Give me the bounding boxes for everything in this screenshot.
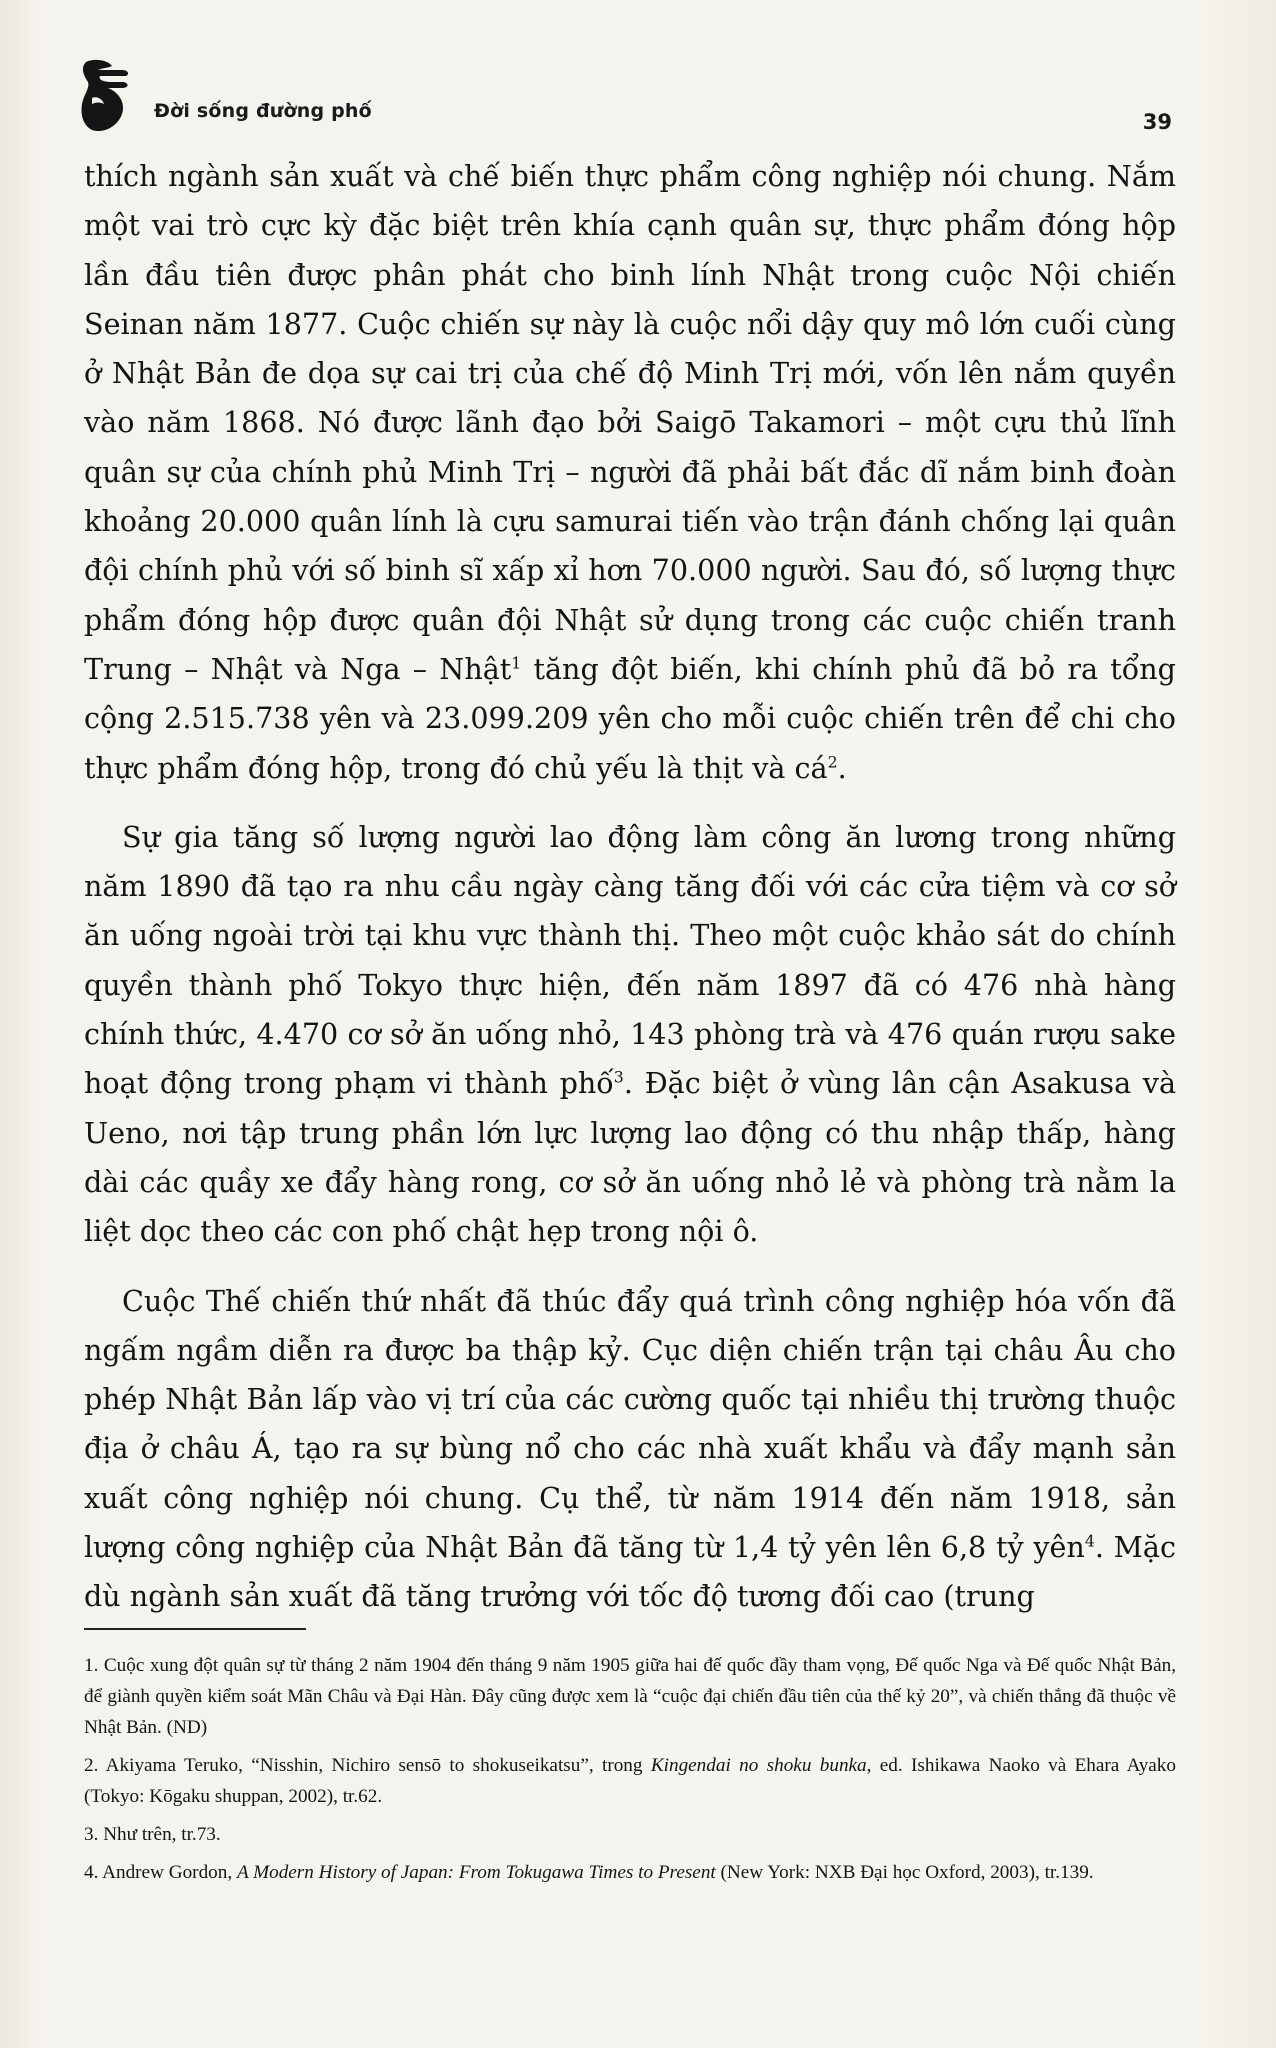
footnotes — [84, 1650, 1176, 1895]
publisher-logo-icon — [78, 58, 136, 136]
paragraph-1-text-b: tăng đột biến, khi chính phủ đã bỏ ra tổng cộng 2.515.738 yên và 23.099.209 yên cho mỗi cuộc chiến trên để chi cho thực phẩm đóng hộp, trong đó chủ yếu là thịt và cá — [84, 651, 1176, 785]
footnote-divider — [84, 1628, 306, 1630]
footnote-ref-4: 4 — [1084, 1531, 1095, 1551]
paragraph-3 — [84, 1277, 1176, 1622]
footnote-4-text-b: (New York: NXB Đại học Oxford, 2003), tr.139. — [715, 1862, 1094, 1883]
footnote-3: 3. Như trên, tr.73. — [84, 1824, 221, 1845]
footnote-ref-2: 2 — [827, 752, 838, 772]
paragraph-2-text-a: Sự gia tăng số lượng người lao động làm công ăn lương trong những năm 1890 đã tạo ra nhu cầu ngày càng tăng đối với các cửa tiệm và cơ sở ăn uống ngoài trời tại khu vực thành thị. Theo một cuộc khảo sát do chính quyền thành phố Tokyo thực hiện, đến năm 1897 đã có 476 nhà hàng chính thức, 4.470 cơ sở ăn uống nhỏ, 143 phòng trà và 476 quán rượu sake hoạt động trong phạm vi thành phố — [84, 819, 1176, 1101]
paragraph-3-text-b: . Mặc dù ngành sản xuất đã tăng trưởng với tốc độ tương đối cao (trung — [84, 1530, 1176, 1614]
footnote-2-text-a: 2. Akiyama Teruko, “Nisshin, Nichiro sensō to shokuseikatsu”, trong — [84, 1755, 651, 1776]
paragraph-1 — [84, 152, 1176, 793]
main-text — [84, 152, 1176, 1642]
footnote-4-title: A Modern History of Japan: From Tokugawa Times to Present — [236, 1862, 716, 1883]
paragraph-2-text-b: . Đặc biệt ở vùng lân cận Asakusa và Ueno, nơi tập trung phần lớn lực lượng lao động có thu nhập thấp, hàng dài các quầy xe đẩy hàng rong, cơ sở ăn uống nhỏ lẻ và phòng trà nằm la liệt dọc theo các con phố chật hẹp trong nội ô. — [84, 1066, 1176, 1249]
footnote-1: 1. Cuộc xung đột quân sự từ tháng 2 năm 1904 đến tháng 9 năm 1905 giữa hai đế quốc đầy tham vọng, Đế quốc Nga và Đế quốc Nhật Bản, để giành quyền kiểm soát Mãn Châu và Đại Hàn. Đây cũng được xem là “cuộc đại chiến đầu tiên của thế kỷ 20”, và chiến thắng đã thuộc về Nhật Bản. (ND) — [84, 1655, 1176, 1738]
page-header — [72, 58, 1172, 138]
running-title: Đời sống đường phố — [154, 100, 372, 122]
footnote-2-title: Kingendai no shoku bunka — [650, 1755, 867, 1776]
footnote-ref-1: 1 — [511, 653, 522, 673]
footnote-4-text-a: 4. Andrew Gordon, — [84, 1862, 237, 1883]
page-number: 39 — [1142, 110, 1172, 134]
footnote-ref-3: 3 — [613, 1067, 624, 1087]
paragraph-2 — [84, 813, 1176, 1257]
paragraph-1-text-c: . — [837, 750, 847, 785]
footnote-4 — [84, 1857, 1176, 1888]
paragraph-1-text-a: thích ngành sản xuất và chế biến thực phẩm công nghiệp nói chung. Nắm một vai trò cực kỳ đặc biệt trên khía cạnh quân sự, thực phẩm đóng hộp lần đầu tiên được phân phát cho binh lính Nhật trong cuộc Nội chiến Seinan năm 1877. Cuộc chiến sự này là cuộc nổi dậy quy mô lớn cuối cùng ở Nhật Bản đe dọa sự cai trị của chế độ Minh Trị mới, vốn lên nắm quyền vào năm 1868. Nó được lãnh đạo bởi Saigō Takamori – một cựu thủ lĩnh quân sự của chính phủ Minh Trị – người đã phải bất đắc dĩ nắm binh đoàn khoảng 20.000 quân lính là cựu samurai tiến vào trận đánh chống lại quân đội chính phủ với số binh sĩ xấp xỉ hơn 70.000 người. Sau đó, số lượng thực phẩm đóng hộp được quân đội Nhật sử dụng trong các cuộc chiến tranh Trung – Nhật và Nga – Nhật — [84, 159, 1176, 686]
footnote-2 — [84, 1750, 1176, 1812]
paragraph-3-text-a: Cuộc Thế chiến thứ nhất đã thúc đẩy quá trình công nghiệp hóa vốn đã ngấm ngầm diễn ra được ba thập kỷ. Cục diện chiến trận tại châu Âu cho phép Nhật Bản lấp vào vị trí của các cường quốc tại nhiều thị trường thuộc địa ở châu Á, tạo ra sự bùng nổ cho các nhà xuất khẩu và đẩy mạnh sản xuất công nghiệp nói chung. Cụ thể, từ năm 1914 đến năm 1918, sản lượng công nghiệp của Nhật Bản đã tăng từ 1,4 tỷ yên lên 6,8 tỷ yên — [84, 1283, 1176, 1565]
footnote-2-text-b: , ed. Ishikawa Naoko và Ehara Ayako (Tokyo: Kōgaku shuppan, 2002), tr.62. — [84, 1755, 1176, 1807]
